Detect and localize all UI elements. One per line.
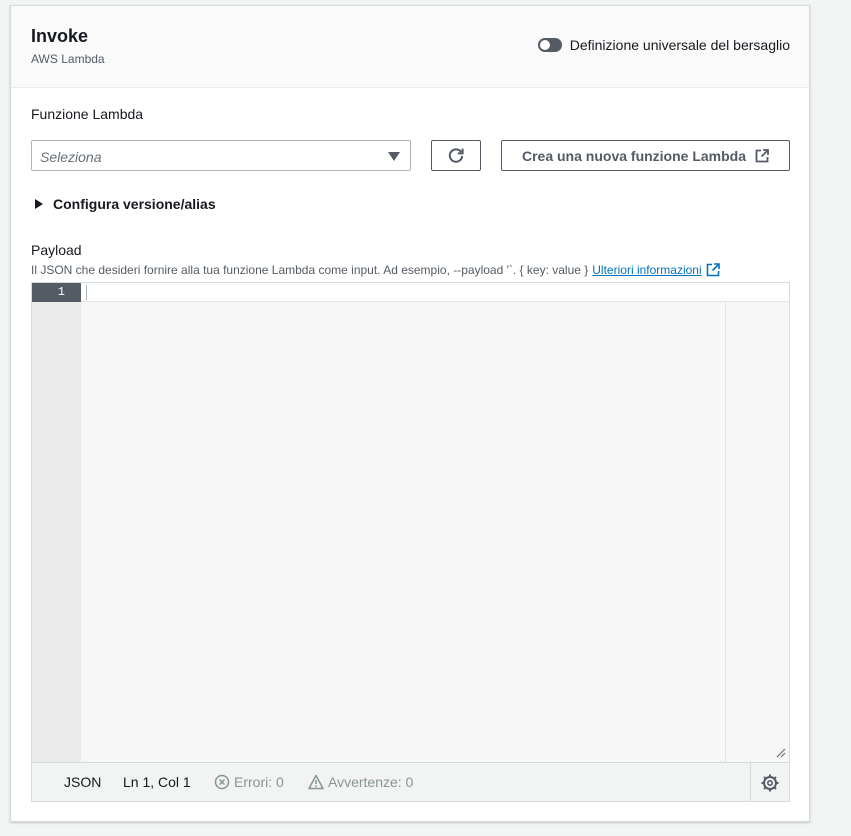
refresh-button[interactable]: [431, 140, 481, 171]
print-margin: [725, 302, 726, 762]
settings-gear-icon[interactable]: [760, 773, 780, 793]
invoke-panel: [10, 5, 810, 822]
editor-status-bar: [32, 762, 789, 801]
cursor-position: Ln 1, Col 1: [123, 774, 191, 790]
create-lambda-button-label: Crea una nuova funzione Lambda: [521, 147, 747, 164]
lambda-function-select[interactable]: [31, 140, 411, 171]
payload-code-editor[interactable]: [31, 282, 790, 802]
payload-label: Payload: [31, 242, 82, 258]
create-lambda-button[interactable]: [501, 140, 790, 171]
panel-header: [11, 6, 809, 88]
active-line[interactable]: [81, 283, 789, 302]
resize-handle-icon[interactable]: [774, 746, 786, 758]
error-icon: [214, 774, 230, 790]
payload-description-text: Il JSON che desideri fornire alla tua funzione Lambda come input. Ad esempio, --payload '`. { key: value }: [31, 263, 589, 277]
caret-right-icon: [35, 199, 43, 209]
panel-subtitle: AWS Lambda: [31, 52, 105, 66]
external-link-icon: [755, 149, 769, 163]
caret-down-icon: [388, 152, 400, 161]
learn-more-link[interactable]: Ulteriori informazioni: [592, 263, 702, 277]
status-divider: [750, 763, 751, 802]
language-indicator: JSON: [64, 774, 102, 790]
warnings-count[interactable]: [308, 774, 413, 790]
panel-title: Invoke: [31, 26, 89, 46]
universal-target-toggle[interactable]: [538, 37, 790, 53]
toggle-switch[interactable]: [538, 38, 562, 52]
refresh-icon: [447, 147, 465, 165]
errors-label: Errori: 0: [234, 774, 284, 790]
warnings-label: Avvertenze: 0: [328, 774, 414, 790]
select-placeholder: Seleziona: [40, 149, 102, 165]
expander-label: Configura versione/alias: [53, 196, 216, 212]
line-number-gutter: [32, 283, 81, 762]
errors-count[interactable]: [214, 774, 284, 790]
text-cursor: [86, 285, 87, 300]
line-number: 1: [32, 283, 81, 302]
payload-description: [31, 263, 720, 277]
lambda-function-label: Funzione Lambda: [31, 106, 144, 122]
external-link-icon[interactable]: [706, 263, 720, 277]
configure-version-alias-expander[interactable]: [35, 196, 216, 212]
toggle-knob: [540, 40, 550, 50]
toggle-label: Definizione universale del bersaglio: [569, 37, 790, 53]
warning-icon: [308, 774, 324, 790]
